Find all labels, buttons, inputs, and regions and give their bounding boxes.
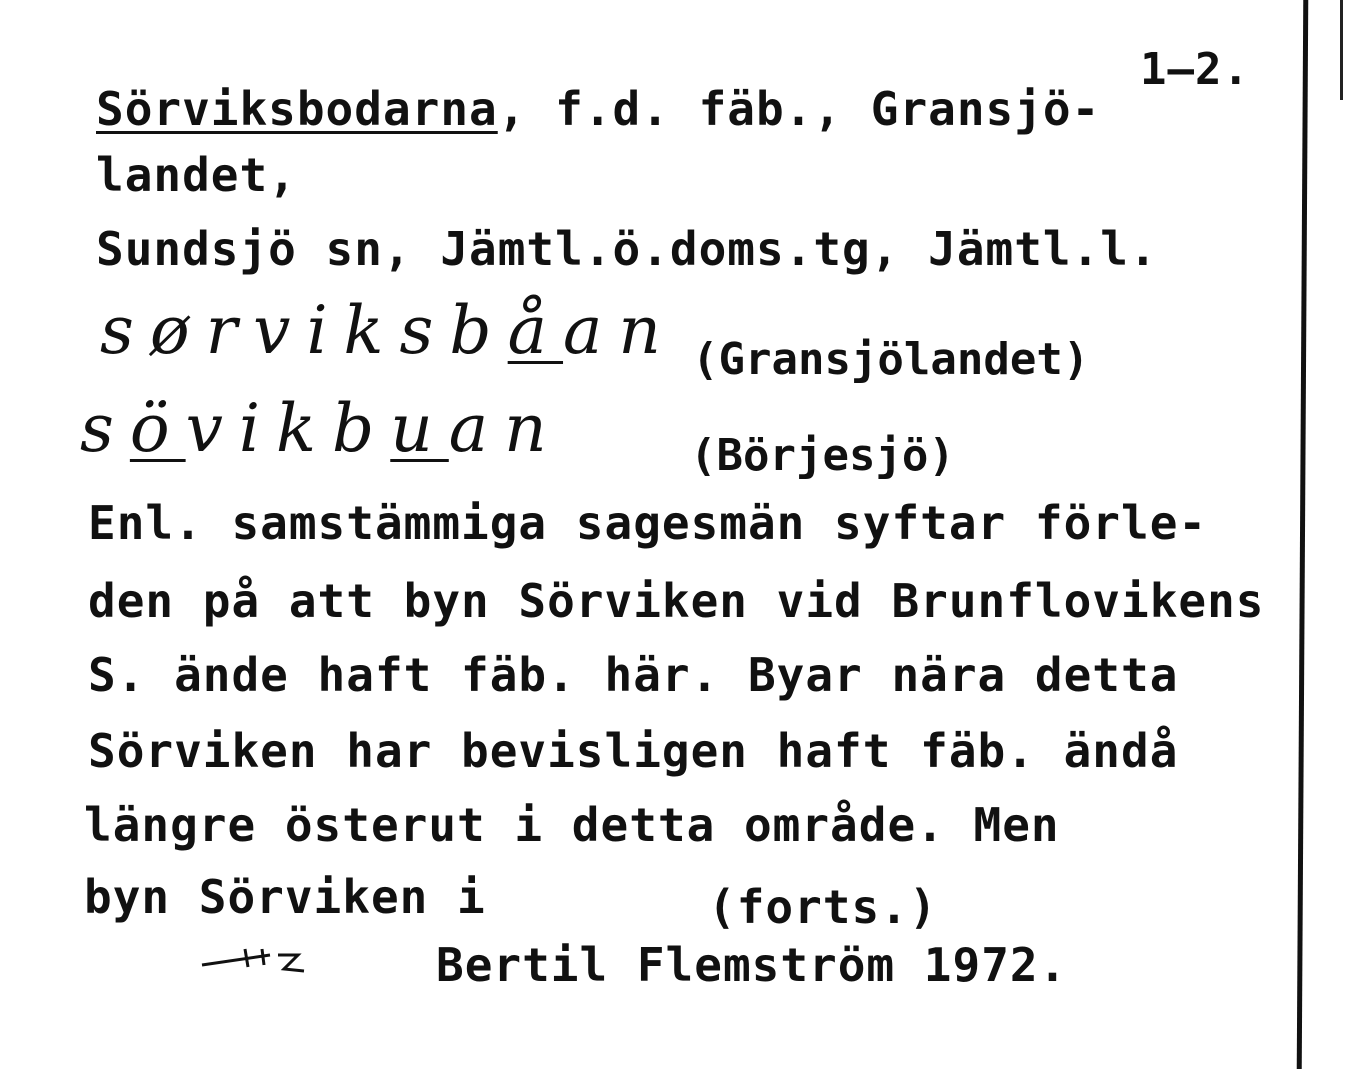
body-line: Sörviken har bevisligen haft fäb. ändå <box>88 724 1179 778</box>
parish-line: Sundsjö sn, Jämtl.ö.doms.tg, Jämtl.l. <box>96 222 1158 276</box>
card-edge-line <box>1297 0 1309 1069</box>
body-line: byn Sörviken i <box>84 870 486 924</box>
body-line: den på att byn Sörviken vid Brunflovikens <box>88 574 1265 628</box>
pronunciation-2-place: (Börjesjö) <box>690 430 955 481</box>
body-line: längre österut i detta område. Men <box>84 798 1060 852</box>
card-number: 1–2. <box>1140 44 1250 95</box>
body-line: Enl. samstämmiga sagesmän syftar förle- <box>88 496 1208 550</box>
body-line: S. ände haft fäb. här. Byar nära detta <box>88 648 1179 702</box>
initials-mark <box>200 945 310 975</box>
signature: Bertil Flemström 1972. <box>436 938 1068 992</box>
title-rest: , f.d. fäb., Gransjö- <box>497 82 1101 136</box>
card-edge-mark <box>1340 0 1343 100</box>
pronunciation-1-form: sørviksbåan <box>100 292 677 369</box>
title-continuation: landet, <box>96 148 297 202</box>
pronunciation-1-place: (Gransjölandet) <box>692 334 1090 385</box>
headword: Sörviksbodarna <box>96 82 498 136</box>
continued-note: (forts.) <box>708 880 938 934</box>
entry-title <box>96 82 1101 136</box>
pronunciation-2-form: sövikbuan <box>80 390 563 467</box>
